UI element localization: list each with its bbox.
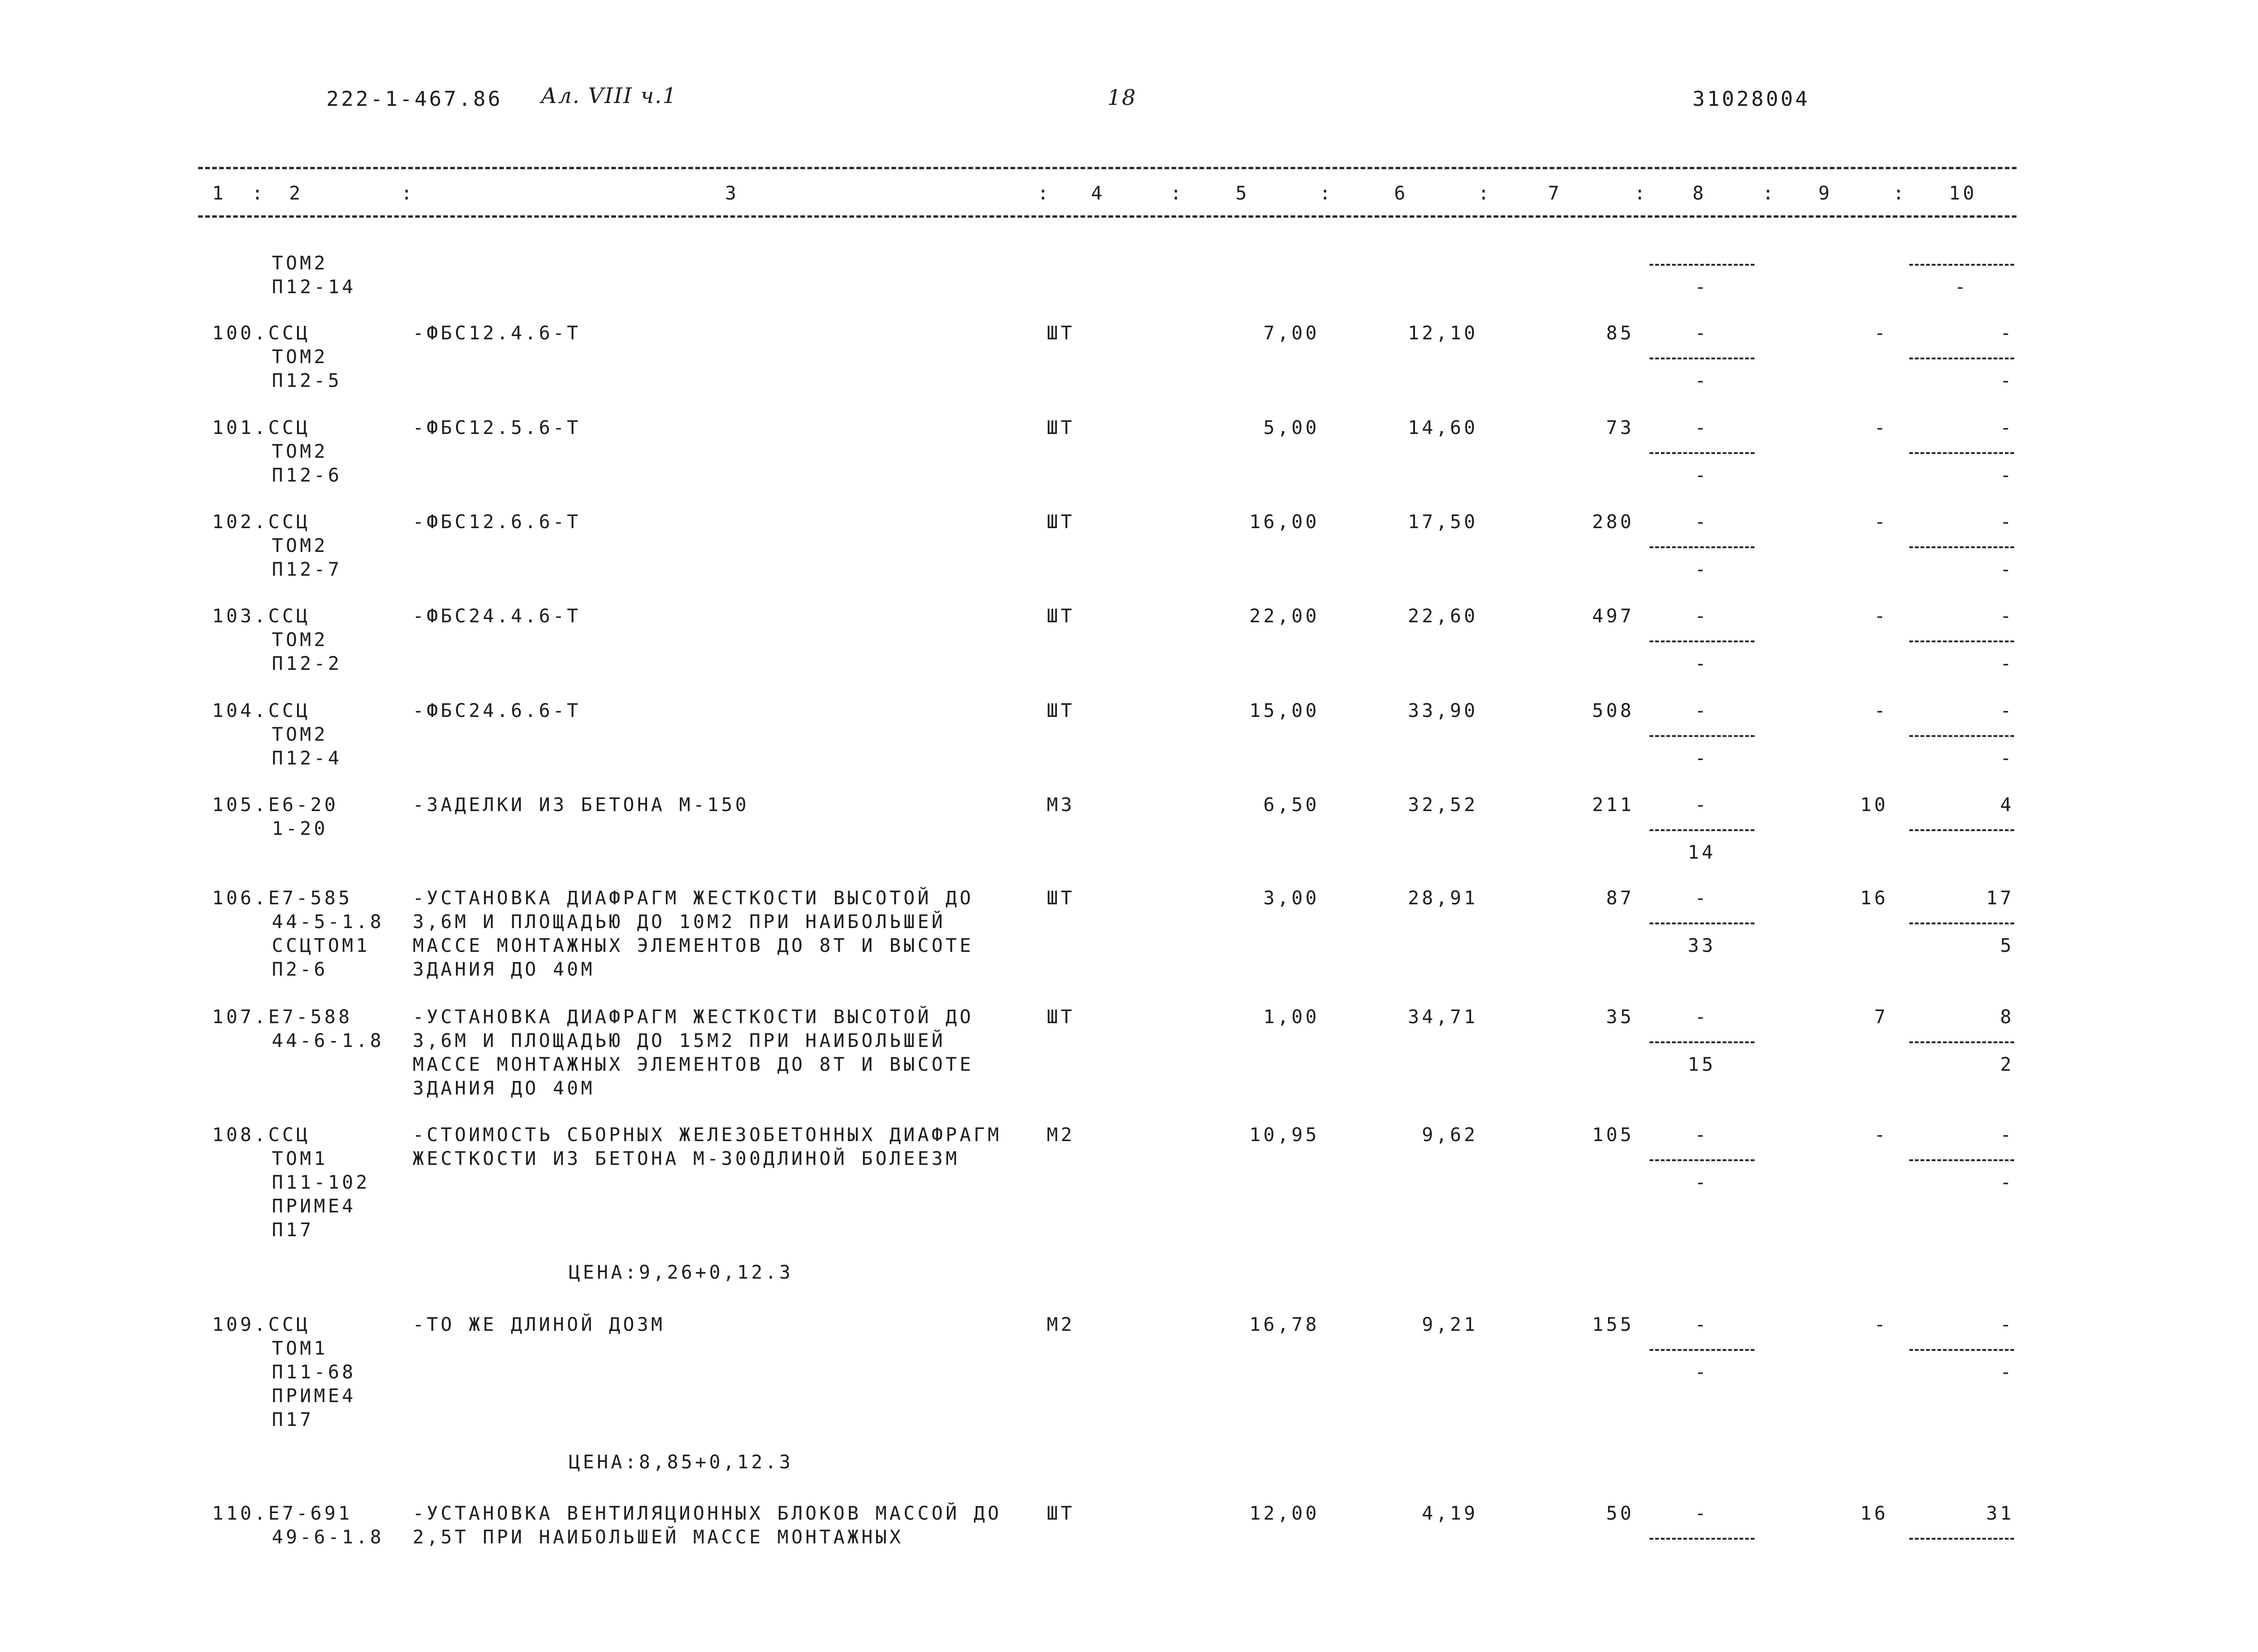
row-unit: ШТ — [1047, 888, 1075, 909]
row-description-line: -ФБС24.4.6-Т — [413, 606, 581, 627]
row-code-line: П17 — [272, 1219, 314, 1241]
column10-bottom-value: - — [2000, 1362, 2014, 1383]
column10-top-value: - — [2000, 700, 2014, 722]
row-unit-price: 22,60 — [1408, 606, 1478, 627]
column10-bottom-value: - — [1954, 276, 1969, 298]
column9-value: - — [1874, 1314, 1888, 1335]
column10-fraction-rule — [1909, 1349, 2014, 1351]
column8-fraction-rule — [1650, 829, 1754, 831]
column-number: 2 — [289, 183, 304, 204]
column10-top-value: - — [2000, 417, 2014, 439]
row-total: 85 — [1606, 323, 1634, 344]
column8-top-value: - — [1694, 700, 1709, 722]
row-unit-price: 12,10 — [1408, 323, 1478, 344]
row-code-line: ПРИМЕ4 — [272, 1385, 356, 1407]
page-number: 18 — [1107, 85, 1137, 110]
row-unit-price: 17,50 — [1408, 511, 1478, 533]
row-quantity: 5,00 — [1263, 417, 1319, 439]
column10-bottom-value: - — [2000, 653, 2014, 675]
row-number: 101.ССЦ — [212, 417, 311, 439]
row-description-line: 2,5Т ПРИ НАИБОЛЬШЕЙ МАССЕ МОНТАЖНЫХ — [413, 1527, 904, 1548]
column-separator: : — [1037, 183, 1052, 204]
row-number: 104.ССЦ — [212, 700, 311, 722]
row-number: 106.Е7-585 — [212, 888, 352, 909]
row-code-line: ТОМ2 — [272, 346, 328, 368]
column8-fraction-rule — [1650, 452, 1754, 454]
row-description-line: ЗДАНИЯ ДО 40М — [413, 1078, 595, 1099]
column8-fraction-rule — [1650, 264, 1754, 266]
column10-top-value: - — [2000, 1124, 2014, 1146]
column10-top-value: 31 — [1986, 1503, 2014, 1524]
row-description-line: -ФБС24.6.6-Т — [413, 700, 581, 722]
row-unit: ШТ — [1047, 1503, 1075, 1524]
row-unit: М2 — [1047, 1124, 1075, 1146]
column10-bottom-value: - — [2000, 559, 2014, 580]
row-total: 508 — [1592, 700, 1634, 722]
column10-top-value: - — [2000, 323, 2014, 344]
row-code-line: ТОМ2 — [272, 724, 328, 745]
column8-bottom-value: 33 — [1687, 935, 1716, 957]
column8-bottom-value: 15 — [1687, 1054, 1716, 1075]
column10-top-value: 17 — [1986, 888, 2014, 909]
row-unit: М2 — [1047, 1314, 1075, 1335]
row-code-line: ТОМ2 — [272, 629, 328, 651]
row-unit-price: 14,60 — [1408, 417, 1478, 439]
column10-bottom-value: - — [2000, 370, 2014, 392]
row-total: 50 — [1606, 1503, 1634, 1524]
column-separator: : — [1634, 183, 1649, 204]
row-code-line: ПРИМЕ4 — [272, 1196, 356, 1217]
row-unit: ШТ — [1047, 606, 1075, 627]
column10-fraction-rule — [1909, 264, 2014, 266]
row-description-line: МАССЕ МОНТАЖНЫХ ЭЛЕМЕНТОВ ДО 8Т И ВЫСОТЕ — [413, 1054, 974, 1075]
column8-top-value: - — [1694, 888, 1709, 909]
row-number: 102.ССЦ — [212, 511, 311, 533]
row-code-line: П2-6 — [272, 959, 328, 980]
column8-bottom-value: - — [1694, 370, 1709, 392]
row-number: 105.Е6-20 — [212, 794, 338, 816]
column8-bottom-value: - — [1694, 748, 1709, 769]
column8-top-value: - — [1694, 1503, 1709, 1524]
column10-fraction-rule — [1909, 640, 2014, 642]
row-quantity: 3,00 — [1263, 888, 1319, 909]
row-code-line: 44-6-1.8 — [272, 1030, 384, 1052]
column-number: 6 — [1394, 183, 1409, 204]
row-code-line: П12-5 — [272, 370, 342, 392]
row-code-line: П12-6 — [272, 465, 342, 486]
row-unit: ШТ — [1047, 417, 1075, 439]
row-code-line: П12-7 — [272, 559, 342, 580]
column8-top-value: - — [1694, 1314, 1709, 1335]
row-quantity: 22,00 — [1249, 606, 1319, 627]
column10-bottom-value: 5 — [2000, 935, 2014, 957]
column9-value: - — [1874, 1124, 1888, 1146]
row-unit-price: 32,52 — [1408, 794, 1478, 816]
row-description-line: 3,6М И ПЛОЩАДЬЮ ДО 10М2 ПРИ НАИБОЛЬШЕЙ — [413, 911, 946, 933]
column9-value: 10 — [1860, 794, 1888, 816]
row-code-line: ТОМ2 — [272, 253, 328, 274]
column10-bottom-value: - — [2000, 748, 2014, 769]
row-code-line: ТОМ2 — [272, 535, 328, 557]
column8-bottom-value: - — [1694, 1172, 1709, 1193]
column-number: 9 — [1818, 183, 1833, 204]
row-number: 110.Е7-691 — [212, 1503, 352, 1524]
column9-value: - — [1874, 700, 1888, 722]
row-unit-price: 9,62 — [1422, 1124, 1478, 1146]
row-total: 105 — [1592, 1124, 1634, 1146]
row-quantity: 10,95 — [1249, 1124, 1319, 1146]
column-number: 7 — [1548, 183, 1562, 204]
column-number: 5 — [1236, 183, 1250, 204]
row-number: 107.Е7-588 — [212, 1006, 352, 1028]
column10-top-value: 8 — [2000, 1006, 2014, 1028]
row-number: 100.ССЦ — [212, 323, 311, 344]
row-description-line: ЗДАНИЯ ДО 40М — [413, 959, 595, 980]
column8-fraction-rule — [1650, 546, 1754, 548]
row-unit-price: 34,71 — [1408, 1006, 1478, 1028]
column9-value: 16 — [1860, 888, 1888, 909]
column8-fraction-rule — [1650, 1159, 1754, 1161]
column10-fraction-rule — [1909, 1041, 2014, 1043]
column10-bottom-value: - — [2000, 1172, 2014, 1193]
column10-fraction-rule — [1909, 922, 2014, 924]
column-number: 4 — [1091, 183, 1105, 204]
column8-top-value: - — [1694, 606, 1709, 627]
row-code-line: ССЦТОМ1 — [272, 935, 370, 957]
row-quantity: 16,78 — [1249, 1314, 1319, 1335]
row-code-line: П12-2 — [272, 653, 342, 675]
row-code-line: П11-102 — [272, 1172, 370, 1193]
row-total: 155 — [1592, 1314, 1634, 1335]
column10-bottom-value: 2 — [2000, 1054, 2014, 1075]
row-total: 497 — [1592, 606, 1634, 627]
column-separator: : — [252, 183, 266, 204]
column9-value: - — [1874, 417, 1888, 439]
column8-fraction-rule — [1650, 640, 1754, 642]
row-code-line: П12-4 — [272, 748, 342, 769]
row-description-line: 3,6М И ПЛОЩАДЬЮ ДО 15М2 ПРИ НАИБОЛЬШЕЙ — [413, 1030, 946, 1052]
column-separator: : — [1170, 183, 1185, 204]
column8-fraction-rule — [1650, 358, 1754, 359]
column-separator: : — [1478, 183, 1492, 204]
column10-fraction-rule — [1909, 1538, 2014, 1540]
column9-value: - — [1874, 511, 1888, 533]
column-number: 8 — [1692, 183, 1707, 204]
row-quantity: 6,50 — [1263, 794, 1319, 816]
column8-fraction-rule — [1650, 1041, 1754, 1043]
column8-bottom-value: - — [1694, 465, 1709, 486]
column10-bottom-value: - — [2000, 465, 2014, 486]
row-unit-price: 28,91 — [1408, 888, 1478, 909]
column-separator: : — [401, 183, 415, 204]
column8-top-value: - — [1694, 323, 1709, 344]
price-note: ЦЕНА:8,85+0,12.3 — [569, 1452, 794, 1473]
column8-fraction-rule — [1650, 1349, 1754, 1351]
row-code-line: ТОМ2 — [272, 441, 328, 462]
row-total: 35 — [1606, 1006, 1634, 1028]
column8-bottom-value: - — [1694, 276, 1709, 298]
row-description-line: -ТО ЖЕ ДЛИНОЙ ДО3М — [413, 1314, 665, 1335]
row-unit: ШТ — [1047, 1006, 1075, 1028]
row-total: 87 — [1606, 888, 1634, 909]
row-number: 108.ССЦ — [212, 1124, 311, 1146]
column8-fraction-rule — [1650, 735, 1754, 737]
row-code-line: П11-68 — [272, 1362, 356, 1383]
header-top-rule — [198, 167, 2016, 169]
column8-bottom-value: 14 — [1687, 842, 1716, 863]
column10-fraction-rule — [1909, 358, 2014, 359]
row-unit-price: 33,90 — [1408, 700, 1478, 722]
row-description-line: -ФБС12.4.6-Т — [413, 323, 581, 344]
row-description-line: -ЗАДЕЛКИ ИЗ БЕТОНА М-150 — [413, 794, 749, 816]
row-number: 103.ССЦ — [212, 606, 311, 627]
column10-fraction-rule — [1909, 452, 2014, 454]
row-description-line: -УСТАНОВКА ДИАФРАГМ ЖЕСТКОСТИ ВЫСОТОЙ ДО — [413, 1006, 974, 1028]
row-unit: ШТ — [1047, 323, 1075, 344]
column8-fraction-rule — [1650, 922, 1754, 924]
column8-top-value: - — [1694, 511, 1709, 533]
column9-value: 16 — [1860, 1503, 1888, 1524]
handwritten-note: Ал. VIII ч.1 — [541, 83, 677, 108]
column10-fraction-rule — [1909, 1159, 2014, 1161]
column8-bottom-value: - — [1694, 653, 1709, 675]
column-number: 1 — [212, 183, 227, 204]
header-bottom-rule — [198, 215, 2016, 218]
column8-top-value: - — [1694, 1006, 1709, 1028]
row-unit: ШТ — [1047, 700, 1075, 722]
column10-top-value: - — [2000, 606, 2014, 627]
row-code-line: 49-6-1.8 — [272, 1527, 384, 1548]
column10-top-value: - — [2000, 1314, 2014, 1335]
column-number: 10 — [1949, 183, 1977, 204]
row-description-line: МАССЕ МОНТАЖНЫХ ЭЛЕМЕНТОВ ДО 8Т И ВЫСОТЕ — [413, 935, 974, 957]
row-code-line: П17 — [272, 1409, 314, 1431]
column8-top-value: - — [1694, 1124, 1709, 1146]
row-quantity: 12,00 — [1249, 1503, 1319, 1524]
column9-value: - — [1874, 323, 1888, 344]
column10-fraction-rule — [1909, 546, 2014, 548]
row-code-line: П12-14 — [272, 276, 356, 298]
document-code: 31028004 — [1692, 87, 1810, 111]
row-description-line: -ФБС12.6.6-Т — [413, 511, 581, 533]
row-number: 109.ССЦ — [212, 1314, 311, 1335]
column8-top-value: - — [1694, 794, 1709, 816]
row-total: 211 — [1592, 794, 1634, 816]
row-code-line: ТОМ1 — [272, 1338, 328, 1359]
row-unit: ШТ — [1047, 511, 1075, 533]
column10-top-value: - — [2000, 511, 2014, 533]
row-unit-price: 9,21 — [1422, 1314, 1478, 1335]
column-number: 3 — [725, 183, 739, 204]
column9-value: 7 — [1874, 1006, 1888, 1028]
row-total: 73 — [1606, 417, 1634, 439]
column10-top-value: 4 — [2000, 794, 2014, 816]
row-quantity: 1,00 — [1263, 1006, 1319, 1028]
row-description-line: -СТОИМОСТЬ СБОРНЫХ ЖЕЛЕЗОБЕТОННЫХ ДИАФРАГМ — [413, 1124, 1002, 1146]
column8-bottom-value: - — [1694, 1362, 1709, 1383]
price-note: ЦЕНА:9,26+0,12.3 — [569, 1262, 794, 1283]
row-unit-price: 4,19 — [1422, 1503, 1478, 1524]
column-separator: : — [1893, 183, 1907, 204]
row-unit: М3 — [1047, 794, 1075, 816]
row-description-line: -УСТАНОВКА ВЕНТИЛЯЦИОННЫХ БЛОКОВ МАССОЙ ДО — [413, 1503, 1002, 1524]
row-quantity: 15,00 — [1249, 700, 1319, 722]
document-number: 222-1-467.86 — [326, 87, 503, 111]
column8-bottom-value: - — [1694, 559, 1709, 580]
row-total: 280 — [1592, 511, 1634, 533]
column8-top-value: - — [1694, 417, 1709, 439]
column8-fraction-rule — [1650, 1538, 1754, 1540]
row-description-line: -ФБС12.5.6-Т — [413, 417, 581, 439]
row-quantity: 7,00 — [1263, 323, 1319, 344]
row-description-line: -УСТАНОВКА ДИАФРАГМ ЖЕСТКОСТИ ВЫСОТОЙ ДО — [413, 888, 974, 909]
row-code-line: ТОМ1 — [272, 1148, 328, 1170]
column10-fraction-rule — [1909, 735, 2014, 737]
column10-fraction-rule — [1909, 829, 2014, 831]
column9-value: - — [1874, 606, 1888, 627]
column-separator: : — [1762, 183, 1777, 204]
row-code-line: 1-20 — [272, 818, 328, 840]
row-quantity: 16,00 — [1249, 511, 1319, 533]
row-description-line: ЖЕСТКОСТИ ИЗ БЕТОНА М-300ДЛИНОЙ БОЛЕЕ3М — [413, 1148, 960, 1170]
column-separator: : — [1319, 183, 1334, 204]
row-code-line: 44-5-1.8 — [272, 911, 384, 933]
